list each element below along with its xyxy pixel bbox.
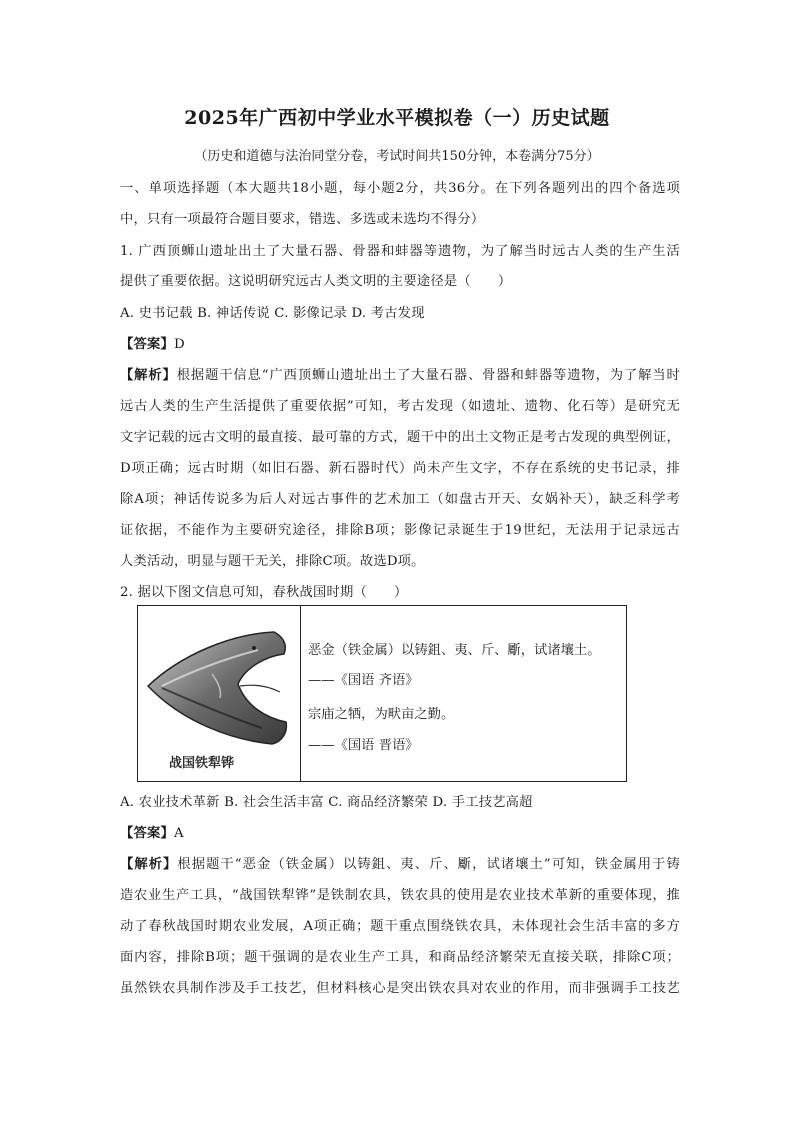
q1-analysis-line4: D项正确；远古时期（如旧石器、新石器时代）尚未产生文字，不存在系统的史书记录，排 — [120, 461, 680, 476]
answer-value: A — [174, 826, 184, 841]
q2-answer — [120, 822, 680, 841]
quote-jinyu: 宗庙之牺，为畎亩之勤。 — [308, 707, 455, 722]
analysis-text: 根据题干“恶金（铁金属）以铸鉏、夷、斤、斸，试诸壤土”可知，铁金属用于铸 — [177, 857, 680, 872]
q2-analysis-line3: 动了春秋战国时期农业发展，A项正确；题干重点围绕铁农具，未体现社会生活丰富的多方 — [120, 919, 680, 934]
answer-value: D — [174, 337, 185, 352]
answer-label: 【答案】 — [120, 337, 174, 352]
q1-analysis-line1 — [120, 364, 680, 383]
q1-analysis-line5: 除A项；神话传说多为后人对远古事件的艺术加工（如盘古开天、女娲补天），缺乏科学考 — [120, 492, 680, 507]
q1-analysis-line6: 证依据，不能作为主要研究途径，排除B项；影像记录诞生于19世纪，无法用于记录远古 — [120, 523, 680, 538]
q2-analysis-line1 — [120, 853, 680, 872]
q1-answer — [120, 333, 680, 352]
q1-options: A. 史书记载 B. 神话传说 C. 影像记录 D. 考古发现 — [120, 306, 425, 321]
q1-analysis-line7: 人类活动，明显与题干无关，排除C项。故选D项。 — [120, 554, 425, 569]
q2-analysis-line5: 虽然铁农具制作涉及手工技艺，但材料核心是突出铁农具对农业的作用，而非强调手工技艺 — [120, 981, 680, 996]
table-divider — [300, 606, 301, 781]
q1-analysis-line2: 远古人类的生产生活提供了重要依据”可知，考古发现（如遗址、遗物、化石等）是研究无 — [120, 399, 680, 414]
quote-qiyu-source: ——《国语 齐语》 — [308, 673, 419, 688]
q2-options: A. 农业技术革新 B. 社会生活丰富 C. 商品经济繁荣 D. 手工技艺高超 — [120, 795, 533, 810]
image-caption: 战国铁犁铧 — [169, 756, 235, 771]
q2-analysis-line2: 造农业生产工具，“战国铁犁铧”是铁制农具，铁农具的使用是农业技术革新的重要体现，推 — [120, 888, 680, 903]
page-title: 2025年广西初中学业水平模拟卷（一）历史试题 — [184, 107, 610, 129]
analysis-label: 【解析】 — [120, 857, 178, 872]
analysis-label: 【解析】 — [120, 368, 177, 383]
iron-plowshare-image — [142, 614, 294, 774]
section-instructions-line2: 中，只有一项最符合题目要求，错选、多选或未选均不得分） — [120, 212, 485, 227]
q2-stem: 2. 据以下图文信息可知，春秋战国时期（ ） — [120, 585, 408, 600]
q2-analysis-line4: 面内容，排除B项；题干强调的是农业生产工具，和商品经济繁荣无直接关联，排除C项； — [120, 950, 680, 965]
q1-analysis-line3: 文字记载的远古文明的最直接、最可靠的方式，题干中的出土文物正是考古发现的典型例证， — [120, 430, 680, 445]
q1-stem-line1: 1. 广西顶蛳山遗址出土了大量石器、骨器和蚌器等遗物，为了解当时远古人类的生产生活 — [120, 244, 680, 259]
page-subtitle: （历史和道德与法治同堂分卷，考试时间共150分钟，本卷满分75分） — [194, 149, 600, 164]
q2-figure-table — [137, 605, 627, 782]
quote-qiyu: 恶金（铁金属）以铸鉏、夷、斤、斸，试诸壤土。 — [308, 643, 601, 658]
q1-stem-line2: 提供了重要依据。这说明研究远古人类文明的主要途径是（ ） — [120, 274, 512, 289]
answer-label: 【答案】 — [120, 826, 174, 841]
quote-jinyu-source: ——《国语 晋语》 — [308, 738, 419, 753]
section-instructions-line1: 一、单项选择题（本大题共18小题，每小题2分，共36分。在下列各题列出的四个备选项 — [120, 181, 680, 196]
analysis-text: 根据题干信息“广西顶蛳山遗址出土了大量石器、骨器和蚌器等遗物，为了解当时 — [176, 368, 680, 383]
